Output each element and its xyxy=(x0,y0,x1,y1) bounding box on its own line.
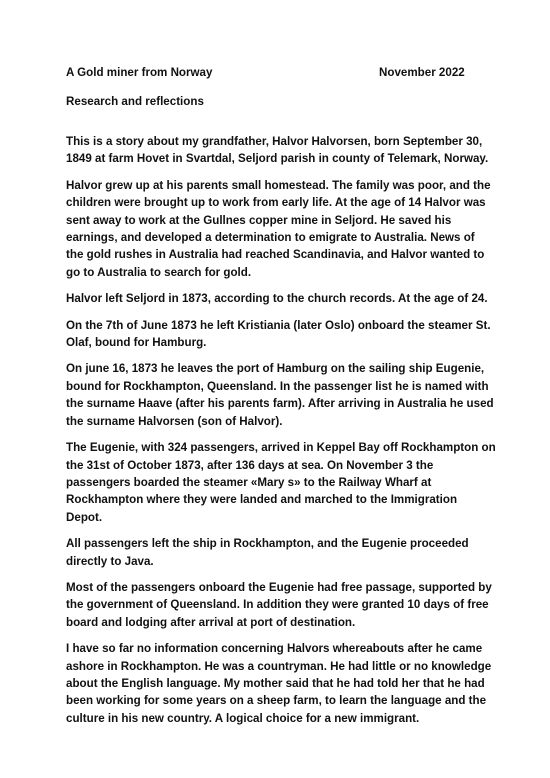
text-line: the surname Halvorsen (son of Halvor). xyxy=(66,414,283,428)
paragraph xyxy=(66,439,500,526)
text-line: board and lodging after arrival at port of destination. xyxy=(66,615,356,629)
text-line: children were brought up to work from early life. At the age of 14 Halvor was xyxy=(66,196,486,210)
text-line: go to Australia to search for gold. xyxy=(66,265,252,279)
text-line: Depot. xyxy=(66,510,103,524)
text-line: This is a story about my grandfather, Halvor Halvorsen, born September 30, xyxy=(66,135,483,148)
text-line: about the English language. My mother said that he had told her that he had xyxy=(66,676,485,690)
text-line: earnings, and developed a determination to emigrate to Australia. News of xyxy=(66,231,475,245)
text-line: Olaf, bound for Hamburg. xyxy=(66,336,207,350)
text-line: sent away to work at the Gullnes copper mine in Seljord. He saved his xyxy=(66,213,452,227)
text-line: On the 7th of June 1873 he left Kristiania (later Oslo) onboard the steamer St. xyxy=(66,318,491,332)
text-line: culture in his new country. A logical choice for a new immigrant. xyxy=(66,711,420,725)
text-line: directly to Java. xyxy=(66,554,154,568)
text-line: the surname Haave (after his parents farm). After arriving in Australia he used xyxy=(66,397,494,411)
paragraph xyxy=(66,535,500,570)
text-line: bound for Rockhampton, Queensland. In the passenger list he is named with xyxy=(66,379,489,393)
text-line: passengers boarded the steamer «Mary s» to the Railway Wharf at xyxy=(66,475,432,489)
paragraph xyxy=(66,579,500,631)
text-line: been working for some years on a sheep farm, to learn the language and the xyxy=(66,694,487,708)
text-line: Most of the passengers onboard the Eugenie had free passage, supported by xyxy=(66,580,492,594)
text-line: All passengers left the ship in Rockhampton, and the Eugenie proceeded xyxy=(66,537,469,551)
text-line: On june 16, 1873 he leaves the port of Hamburg on the sailing ship Eugenie, xyxy=(66,362,485,376)
text-line: 1849 at farm Hovet in Svartdal, Seljord parish in county of Telemark, Norway. xyxy=(66,152,489,166)
text-line: Halvor left Seljord in 1873, according to the church records. At the age of 24. xyxy=(66,292,488,306)
text-line: the government of Queensland. In addition they were granted 10 days of free xyxy=(66,598,489,612)
text-line: the gold rushes in Australia had reached Scandinavia, and Halvor wanted to xyxy=(66,248,485,262)
paragraph xyxy=(66,133,500,168)
paragraph xyxy=(66,290,500,307)
text-line: The Eugenie, with 324 passengers, arrived in Keppel Bay off Rockhampton on xyxy=(66,441,496,455)
paragraph xyxy=(66,640,500,727)
paragraph xyxy=(66,360,500,430)
document-body xyxy=(66,133,500,736)
text-line: Halvor grew up at his parents small homestead. The family was poor, and the xyxy=(66,178,491,192)
text-line: I have so far no information concerning Halvors whereabouts after he came xyxy=(66,642,483,656)
text-line: ashore in Rockhampton. He was a countryman. He had little or no knowledge xyxy=(66,659,492,673)
paragraph xyxy=(66,317,500,352)
document-subtitle: Research and reflections xyxy=(66,95,204,108)
text-line: the 31st of October 1873, after 136 days at sea. On November 3 the xyxy=(66,458,434,472)
document-date: November 2022 xyxy=(379,66,465,79)
document-title: A Gold miner from Norway xyxy=(66,66,213,79)
paragraph xyxy=(66,177,500,281)
text-line: Rockhampton where they were landed and marched to the Immigration xyxy=(66,493,458,507)
